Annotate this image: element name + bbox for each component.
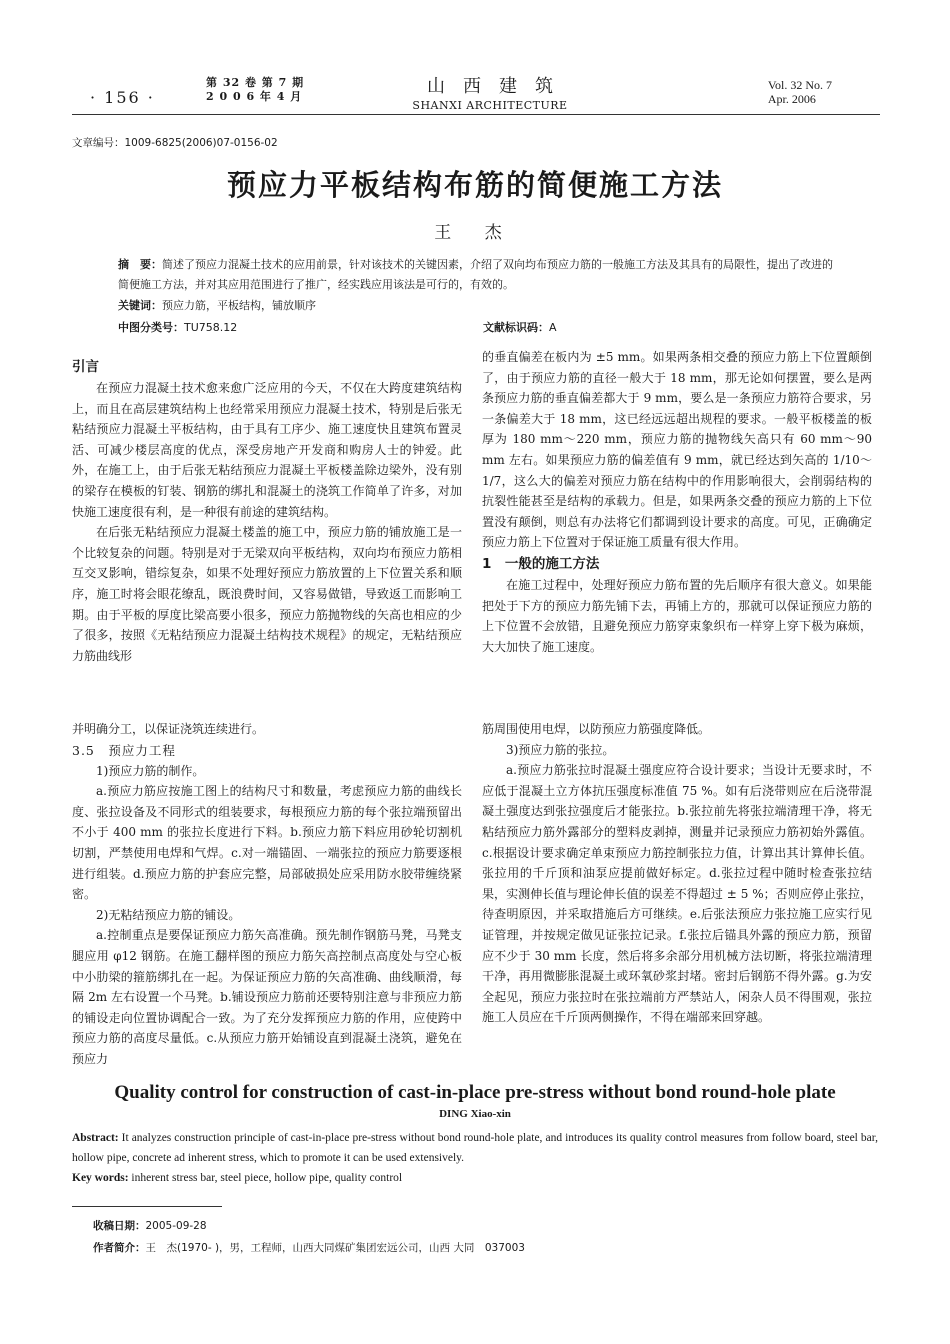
paragraph: a.控制重点是要保证预应力筋矢高准确。预先制作钢筋马凳，马凳支腿应用 φ12 钢筋。在施工翻样图的预应力筋矢高控制点高度处与空心板中小肋梁的箍筋绑扎在一起。为保证预应力筋的矢高准确、曲线顺滑，每隔 2m 左右设置一个马凳。b.铺设预应力筋前还要特别注意与非预应力筋的铺设走向位置协调配合一致。为了充分发挥预应力筋的作用，应使跨中预应力筋的高度尽量低。c.从预应力筋开始铺设直到混凝土浇筑，避免在预应力: [72, 928, 462, 1066]
english-title: Quality control for construction of cast-in-place pre-stress without bond round-hole plate: [114, 1082, 836, 1103]
subheading: 2)无粘结预应力筋的铺设。: [96, 907, 241, 922]
english-abstract-label: Abstract:: [72, 1132, 119, 1144]
footnote-rule: [72, 1206, 222, 1207]
clc-value: TU758.12: [184, 321, 238, 334]
paragraph: 的垂直偏差在板内为 ±5 mm。如果两条相交叠的预应力筋上下位置颠倒了，由于预应力筋的直径一般大于 18 mm，那无论如何摆置，要么是两条预应力筋的垂直偏差都大于 9 mm，要么是一条预应力筋符合要求，另一条偏差大于 18 mm，这已经远远超出规程的要求。一般平板楼盖的板厚为 180 mm～220 mm，预应力筋的抛物线矢高只有 60 mm～90 mm 左右。如果预应力筋的偏差值有 9 mm，就已经达到矢高的 1/10～1/7，这么大的偏差对预应力筋在结构中的作用影响很大，会削弱结构的抗裂性能甚至是结构的承载力。但是，如果两条交叠的预应力筋的上下位置没有颠倒，则总有办法将它们都调到设计要求的高度。可见，正确确定预应力筋上下位置对于保证施工质量有很大作用。: [482, 350, 872, 550]
abstract: [118, 255, 838, 295]
section-heading-1: 1 一般的施工方法: [482, 555, 600, 572]
doccode-value: A: [549, 321, 557, 334]
header-rule: [72, 114, 880, 115]
journal-name-en: SHANXI ARCHITECTURE: [412, 99, 568, 112]
doccode-label: 文献标识码：: [483, 321, 549, 334]
paper-title: 预应力平板结构布筋的简便施工方法: [226, 168, 723, 202]
paragraph: 筋周围使用电焊，以防预应力筋强度降低。: [482, 722, 711, 736]
bio-label: 作者简介：: [93, 1242, 146, 1254]
english-author: DING Xiao-xin: [439, 1108, 511, 1120]
paragraph: 并明确分工，以保证浇筑连续进行。: [72, 722, 265, 736]
paragraph: 在后张无粘结预应力混凝土楼盖的施工中，预应力筋的铺放施工是一个比较复杂的问题。特别是对于无梁双向平板结构，双向均布预应力筋相互交叉影响，错综复杂，如果不处理好预应力筋放置的上下位置关系和顺序，施工时将会眼花缭乱，既浪费时间，又容易做错，导致返工而影响工期。由于平板的厚度比梁高要小很多，预应力筋抛物线的矢高也相应的少了很多，按照《无粘结预应力混凝土结构技术规程》的规定，无粘结预应力筋曲线形: [72, 525, 462, 663]
column-2: [482, 347, 872, 657]
received-date: [93, 1218, 207, 1233]
subheading: 3)预应力筋的张拉。: [506, 742, 615, 757]
english-keywords: [72, 1172, 402, 1184]
author-bio: [93, 1240, 525, 1255]
keywords-label: 关键词：: [118, 299, 162, 312]
page-number: · 156 ·: [90, 88, 155, 107]
volume-line-2: Apr. 2006: [767, 92, 816, 106]
issue-line-2: 2 0 0 6 年 4 月: [206, 90, 303, 103]
volume-info: [768, 78, 832, 106]
volume-line-1: Vol. 32 No. 7: [767, 78, 832, 92]
english-abstract: [72, 1128, 878, 1168]
subheading: 1)预应力筋的制作。: [96, 763, 205, 778]
paper-author: 王 杰: [434, 223, 516, 243]
article-number: 文章编号：1009-6825(2006)07-0156-02: [72, 137, 278, 149]
paragraph: 在预应力混凝土技术愈来愈广泛应用的今天，不仅在大跨度建筑结构上，而且在高层建筑结构上也经常采用预应力混凝土技术，特别是后张无粘结预应力混凝土平板结构，由于具有工序少、施工速度快且建筑布置灵活、可减少楼层高度的优点，深受房地产开发商和购房人士的钟爱。此外，在施工上，由于后张无粘结预应力混凝土平板楼盖除边梁外，没有别的梁存在模板的钉装、钢筋的绑扎和混凝土的浇筑工作简单了许多，对加快施工速度很有利，是一种很有前途的建筑结构。: [72, 381, 462, 519]
received-label: 收稿日期：: [93, 1220, 146, 1232]
classification-number: [118, 319, 237, 335]
section-heading-3-5: 3.5 预应力工程: [72, 742, 176, 758]
issue-info: [206, 76, 304, 104]
keywords-text: 预应力筋，平板结构，铺放顺序: [162, 299, 316, 312]
clc-label: 中图分类号：: [118, 321, 184, 334]
column-3: [72, 719, 462, 1070]
column-1: [72, 356, 462, 666]
received-value: 2005-09-28: [145, 1220, 207, 1232]
keywords: [118, 297, 316, 313]
journal-name: [395, 72, 585, 112]
paragraph: a.预应力筋张拉时混凝土强度应符合设计要求；当设计无要求时，不应低于混凝土立方体抗压强度标准值 75 %。如有后浇带则应在后浇带混凝土强度达到张拉强度后才能张拉。b.张拉前先将张拉端清理干净，将无粘结预应力筋外露部分的塑料皮剥掉，测量并记录预应力筋初始外露值。c.根据设计要求确定单束预应力筋控制张拉力值，计算出其计算伸长值。张拉用的千斤顶和油泵应提前做好标定。d.张拉过程中随时检查张拉结果，实测伸长值与理论伸长值的误差不得超过 ± 5 %；否则应停止张拉，待查明原因，并采取措施后方可继续。e.后张法预应力张拉施工应实行见证管理，并按规定做见证张拉记录。f.张拉后锚具外露的预应力筋，预留应不少于 30 mm 长度，然后将多余部分用机械方法切断，将张拉端清理干净，再用微膨胀混凝土或环氧砂浆封堵。密封后钢筋不得外露。g.为安全起见，预应力张拉时在张拉端前方严禁站人，闲杂人员不得围观，张拉施工人员应在千斤顶两侧操作，不得在端部来回穿越。: [482, 763, 872, 1025]
abstract-label: 摘 要：: [118, 258, 162, 271]
document-code: [483, 319, 557, 335]
section-heading-intro: 引言: [72, 359, 99, 375]
column-4: [482, 719, 872, 1028]
journal-name-cn: 山西建筑: [427, 76, 571, 97]
english-keywords-text: inherent stress bar, steel piece, hollow pipe, quality control: [128, 1172, 403, 1184]
abstract-text: 简述了预应力混凝土技术的应用前景，针对该技术的关键因素，介绍了双向均布预应力筋的一般施工方法及其具有的局限性，提出了改进的简便施工方法，并对其应用范围进行了推广，经实践应用该法是可行的，有效的。: [118, 258, 833, 291]
english-keywords-label: Key words:: [72, 1172, 129, 1184]
english-abstract-text: It analyzes construction principle of cast-in-place pre-stress without bond round-hole plate, and introduces its quality control measures from follow board, steel bar, hollow pipe, concrete ad inherent stress, which to promote it can be used extensively.: [72, 1132, 878, 1164]
issue-line-1: 第 32 卷 第 7 期: [206, 76, 305, 89]
paragraph: a.预应力筋应按施工图上的结构尺寸和数量，考虑预应力筋的曲线长度、张拉设备及不同形式的组装要求，每根预应力筋的每个张拉端预留出不小于 400 mm 的张拉长度进行下料。b.预应力筋下料应用砂轮切割机切割，严禁使用电焊和气焊。c.对一端锚固、一端张拉的预应力筋要逐根进行组装。d.预应力筋的护套应完整，局部破损处应采用防水胶带缠绕紧密。: [72, 784, 462, 902]
bio-text: 王 杰(1970- )，男，工程师，山西大同煤矿集团宏远公司，山西 大同 037003: [145, 1242, 525, 1254]
paragraph: 在施工过程中，处理好预应力筋布置的先后顺序有很大意义。如果能把处于下方的预应力筋先铺下去，再铺上方的，那就可以保证预应力筋的上下位置不会放错，且避免预应力筋穿束象织布一样穿上穿下极为麻烦，大大加快了施工速度。: [482, 577, 872, 654]
